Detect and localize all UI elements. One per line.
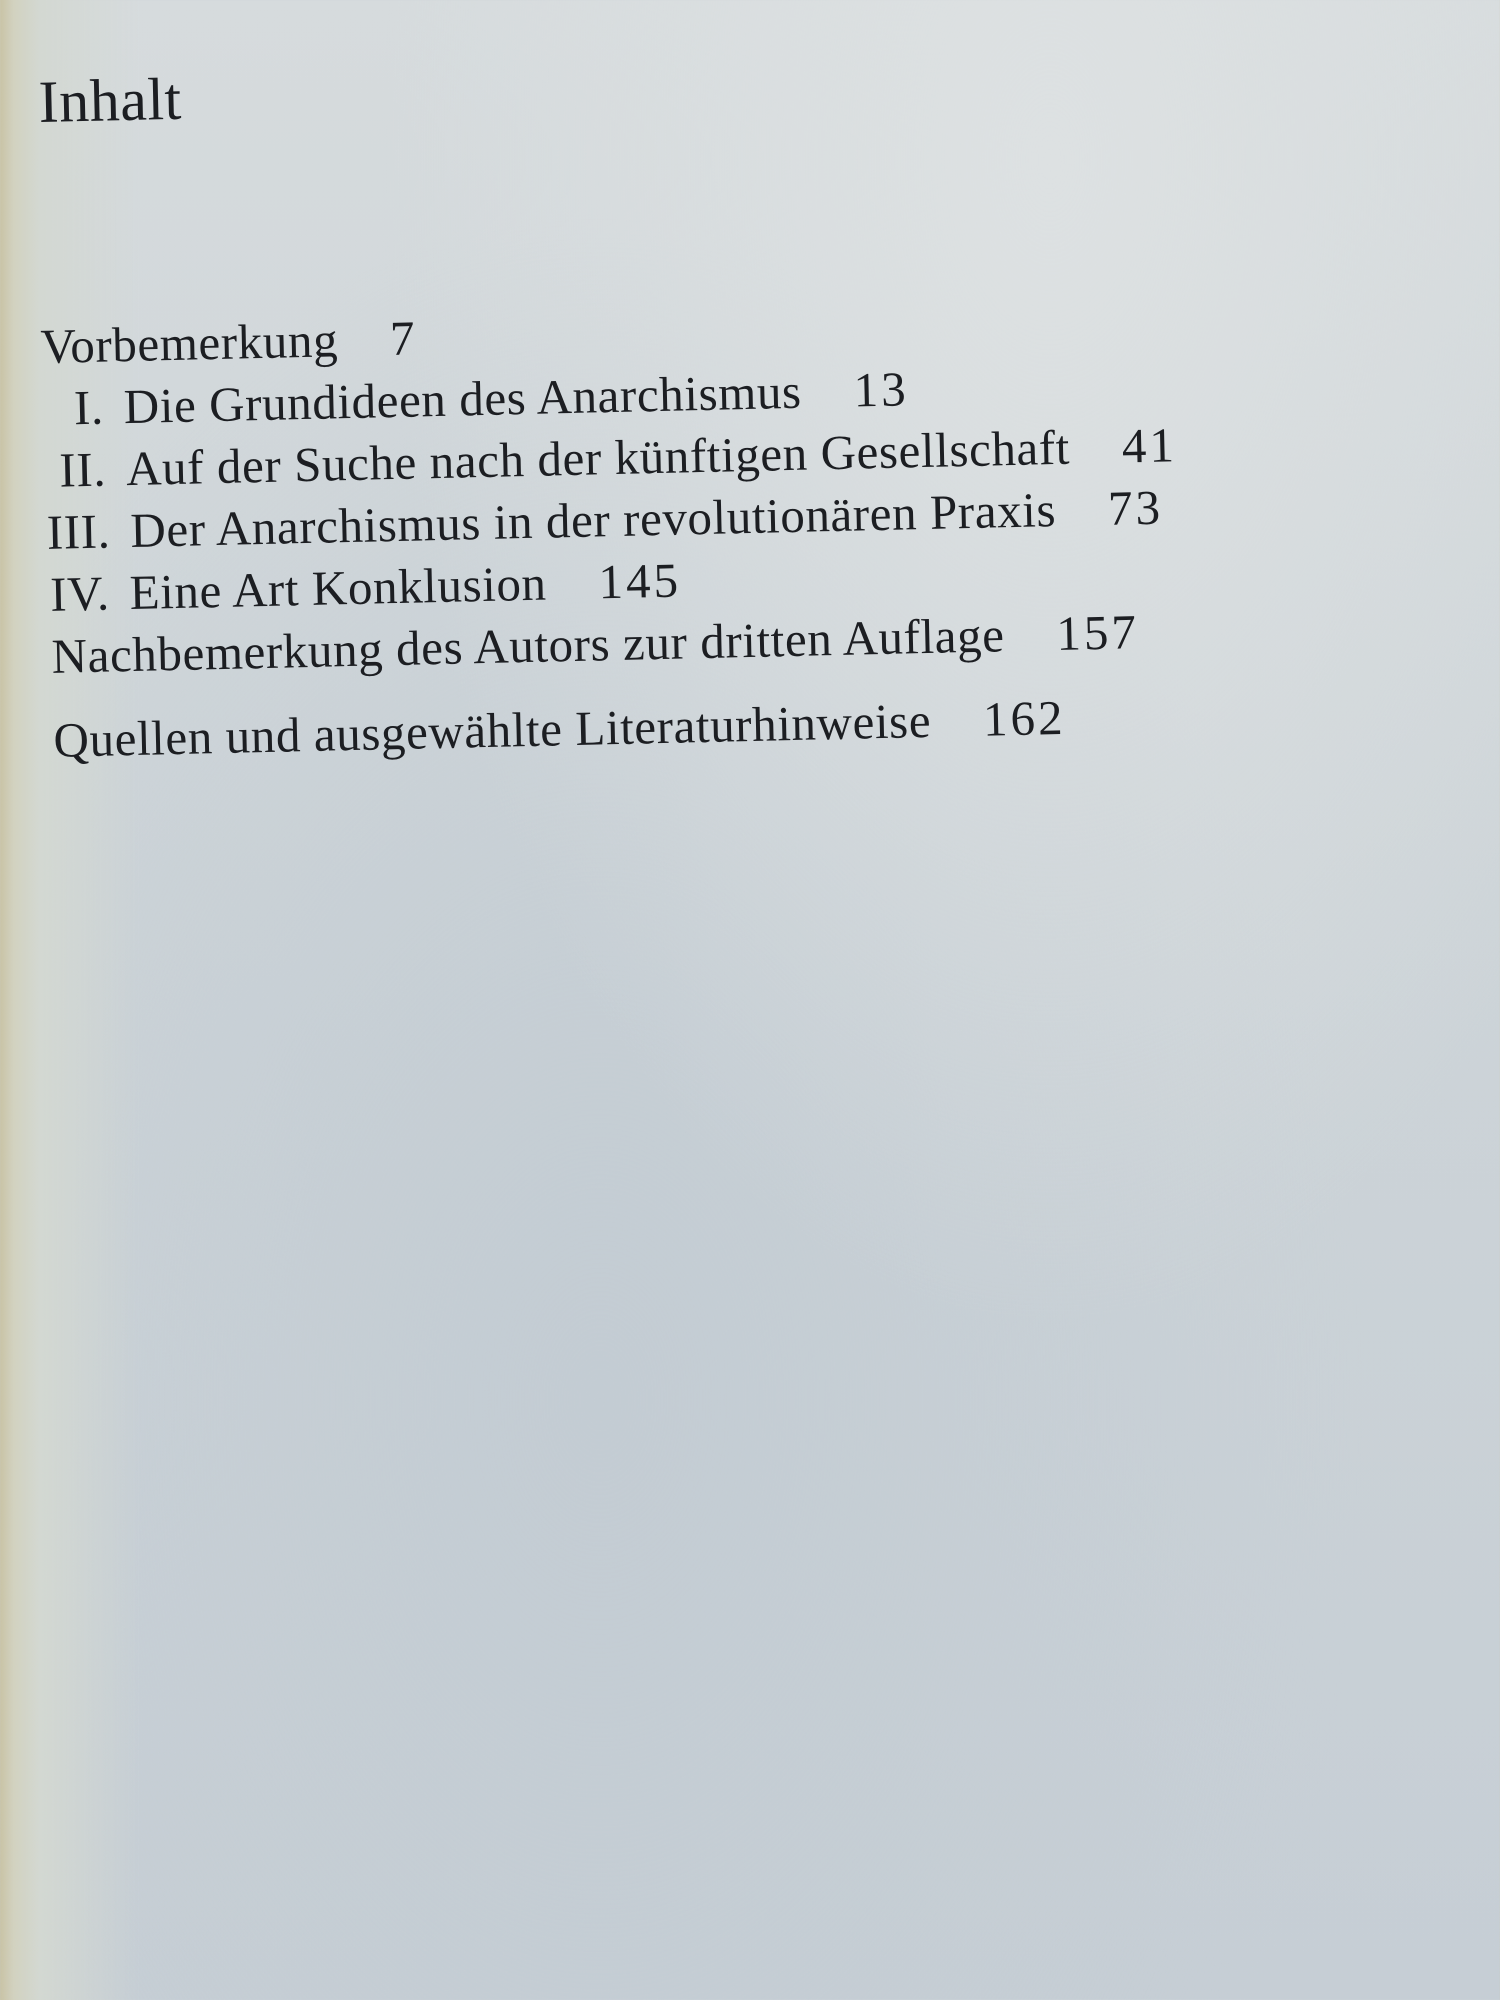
- toc-entry-title: Nachbemerkung des Autors zur dritten Auflage: [51, 607, 1006, 684]
- page-title: Inhalt: [37, 65, 183, 135]
- toc-entry-page: 145: [597, 552, 682, 610]
- toc-entry-number: IV.: [49, 565, 111, 622]
- toc-entry-title: Der Anarchismus in der revolutionären Praxis: [129, 482, 1057, 558]
- toc-entry-number: I.: [73, 379, 105, 436]
- toc-entry-quellen: [52, 689, 1067, 768]
- toc-entry-number: III.: [46, 503, 112, 560]
- toc-entry-title: Auf der Suche nach der künftigen Gesellschaft: [125, 419, 1071, 497]
- toc-entry-title: Quellen und ausgewählte Literaturhinweise: [52, 692, 932, 768]
- toc-entry-title: Vorbemerkung: [39, 312, 339, 374]
- toc-entry-chapter-4: [49, 552, 682, 622]
- toc-entry-number: II.: [58, 441, 107, 498]
- toc-entry-title: Eine Art Konklusion: [129, 555, 548, 621]
- toc-entry-page: 13: [852, 361, 910, 418]
- toc-entry-nachbemerkung: [51, 604, 1140, 684]
- toc-entry-chapter-1: [73, 361, 910, 436]
- toc-entry-title: Die Grundideen des Anarchismus: [123, 363, 803, 435]
- toc-entry-vorbemerkung: [39, 310, 419, 374]
- toc-entry-page: 7: [389, 310, 419, 367]
- toc-entry-page: 157: [1055, 604, 1140, 662]
- toc-entry-page: 41: [1121, 417, 1178, 474]
- toc-entry-page: 162: [982, 689, 1067, 747]
- toc-entry-page: 73: [1107, 479, 1164, 536]
